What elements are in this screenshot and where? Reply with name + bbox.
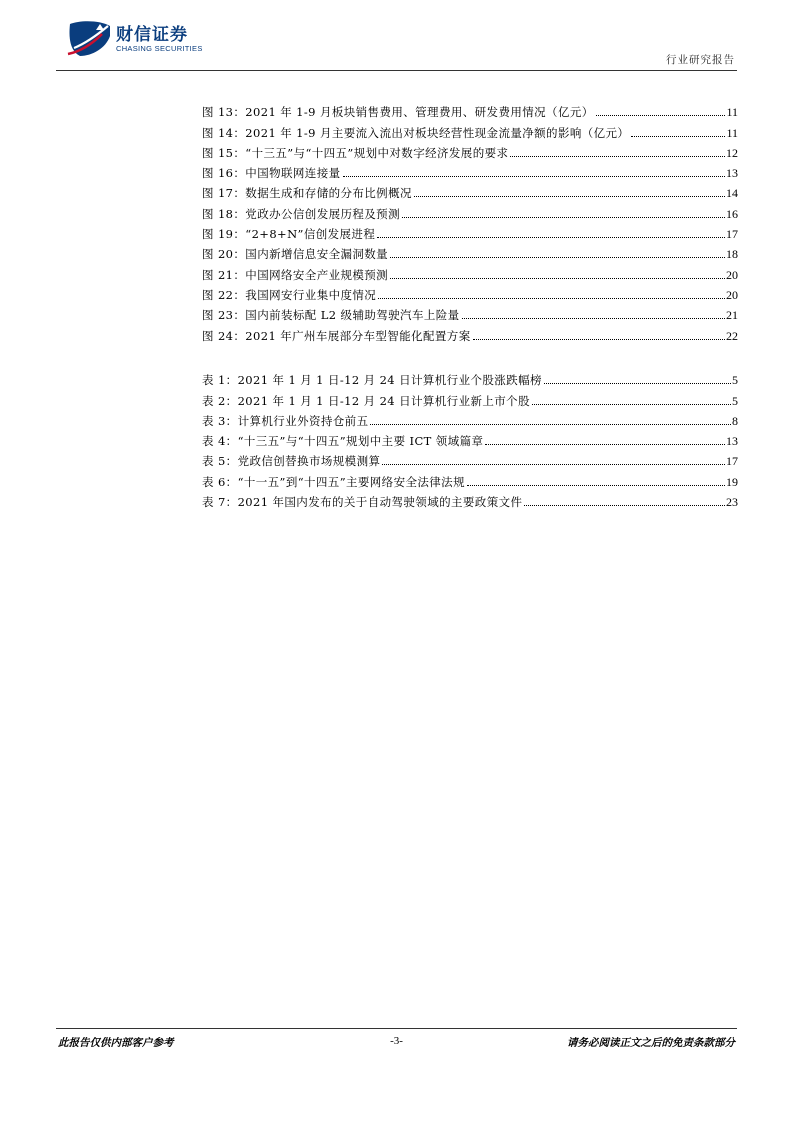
toc-dot-leader [377, 237, 725, 238]
table-toc-entry[interactable] [202, 387, 738, 407]
toc-entry-page: 22 [726, 328, 738, 343]
toc-dot-leader [378, 298, 725, 299]
table-toc-entry[interactable] [202, 468, 738, 488]
toc-dot-leader [390, 257, 725, 258]
figure-toc-entry[interactable] [202, 200, 738, 220]
toc-entry-label: 图 22：我国网安行业集中度情况 [202, 287, 377, 302]
toc-entry-page: 19 [726, 474, 738, 489]
figures-toc-list [202, 99, 738, 343]
toc-entry-page: 17 [726, 227, 738, 242]
toc-dot-leader [462, 318, 725, 319]
toc-dot-leader [402, 217, 725, 218]
toc-entry-page: 5 [732, 373, 738, 388]
figure-toc-entry[interactable] [202, 180, 738, 200]
figure-toc-entry[interactable] [202, 322, 738, 342]
toc-entry-label: 图 19：“2+8+N”信创发展进程 [202, 227, 376, 242]
page-number: -3- [390, 1035, 403, 1047]
toc-entry-page: 16 [726, 206, 738, 221]
toc-entry-page: 5 [732, 393, 738, 408]
toc-dot-leader [631, 136, 725, 137]
toc-entry-page: 11 [726, 105, 738, 120]
figure-toc-entry[interactable] [202, 241, 738, 261]
toc-entry-label: 图 17：数据生成和存储的分布比例概况 [202, 186, 412, 201]
header-divider [56, 70, 737, 71]
toc-entry-page: 11 [726, 125, 738, 140]
tables-toc-list [202, 367, 738, 509]
toc-entry-label: 图 18：党政办公信创发展历程及预测 [202, 206, 400, 221]
footer-disclaimer-right: 请务必阅读正文之后的免责条款部分 [567, 1037, 735, 1049]
toc-entry-label: 表 7：2021 年国内发布的关于自动驾驶领域的主要政策文件 [202, 495, 523, 510]
company-logo [66, 18, 206, 58]
toc-dot-leader [596, 115, 726, 116]
toc-dot-leader [467, 485, 725, 486]
toc-entry-page: 20 [726, 287, 738, 302]
toc-dot-leader [532, 404, 731, 405]
footer-disclaimer-left: 此报告仅供内部客户参考 [58, 1037, 174, 1049]
toc-entry-label: 图 16：中国物联网连接量 [202, 166, 341, 181]
toc-entry-page: 14 [726, 186, 738, 201]
figure-toc-entry[interactable] [202, 221, 738, 241]
toc-entry-page: 21 [726, 308, 738, 323]
toc-entry-label: 图 14：2021 年 1-9 月主要流入流出对板块经营性现金流量净额的影响（亿元） [202, 125, 630, 140]
toc-dot-leader [343, 176, 726, 177]
toc-entry-label: 表 6：“十一五”到“十四五”主要网络安全法律法规 [202, 474, 465, 489]
footer-divider [56, 1028, 737, 1029]
toc-dot-leader [390, 278, 725, 279]
toc-entry-page: 18 [726, 247, 738, 262]
table-toc-entry[interactable] [202, 367, 738, 387]
figure-toc-entry[interactable] [202, 282, 738, 302]
toc-dot-leader [485, 444, 725, 445]
logo-emblem-icon [66, 18, 112, 58]
logo-english-name: CHASING SECURITIES [116, 44, 203, 53]
table-toc-entry[interactable] [202, 408, 738, 428]
toc-entry-label: 图 15：“十三五”与“十四五”规划中对数字经济发展的要求 [202, 145, 509, 160]
toc-entry-label: 表 4：“十三五”与“十四五”规划中主要 ICT 领域篇章 [202, 434, 484, 449]
toc-dot-leader [473, 339, 725, 340]
table-toc-entry[interactable] [202, 489, 738, 509]
toc-entry-page: 13 [726, 434, 738, 449]
toc-entry-page: 23 [726, 495, 738, 510]
toc-entry-label: 图 21：中国网络安全产业规模预测 [202, 267, 389, 282]
table-toc-entry[interactable] [202, 448, 738, 468]
figure-toc-entry[interactable] [202, 261, 738, 281]
toc-dot-leader [370, 424, 731, 425]
toc-entry-label: 表 5：党政信创替换市场规模测算 [202, 454, 381, 469]
toc-entry-label: 图 24：2021 年广州车展部分车型智能化配置方案 [202, 328, 471, 343]
toc-entry-page: 20 [726, 267, 738, 282]
toc-entry-label: 表 2：2021 年 1 月 1 日-12 月 24 日计算机行业新上市个股 [202, 393, 530, 408]
logo-chinese-name: 财信证券 [116, 25, 188, 45]
toc-entry-page: 17 [726, 454, 738, 469]
toc-dot-leader [382, 464, 725, 465]
toc-dot-leader [544, 383, 731, 384]
toc-entry-page: 13 [726, 166, 738, 181]
toc-entry-label: 图 13：2021 年 1-9 月板块销售费用、管理费用、研发费用情况（亿元） [202, 105, 594, 120]
page-header [0, 0, 793, 75]
toc-dot-leader [510, 156, 725, 157]
figure-toc-entry[interactable] [202, 119, 738, 139]
toc-entry-label: 表 1：2021 年 1 月 1 日-12 月 24 日计算机行业个股涨跌幅榜 [202, 373, 542, 388]
table-toc-entry[interactable] [202, 428, 738, 448]
report-type-label: 行业研究报告 [666, 54, 735, 66]
figure-toc-entry[interactable] [202, 160, 738, 180]
toc-entry-page: 8 [732, 413, 738, 428]
toc-entry-page: 12 [726, 145, 738, 160]
toc-entry-label: 表 3：计算机行业外资持仓前五 [202, 413, 369, 428]
toc-entry-label: 图 23：国内前装标配 L2 级辅助驾驶汽车上险量 [202, 308, 460, 323]
figure-toc-entry[interactable] [202, 99, 738, 119]
figure-toc-entry[interactable] [202, 140, 738, 160]
toc-entry-label: 图 20：国内新增信息安全漏洞数量 [202, 247, 389, 262]
toc-dot-leader [524, 505, 725, 506]
toc-dot-leader [414, 196, 725, 197]
figure-toc-entry[interactable] [202, 302, 738, 322]
